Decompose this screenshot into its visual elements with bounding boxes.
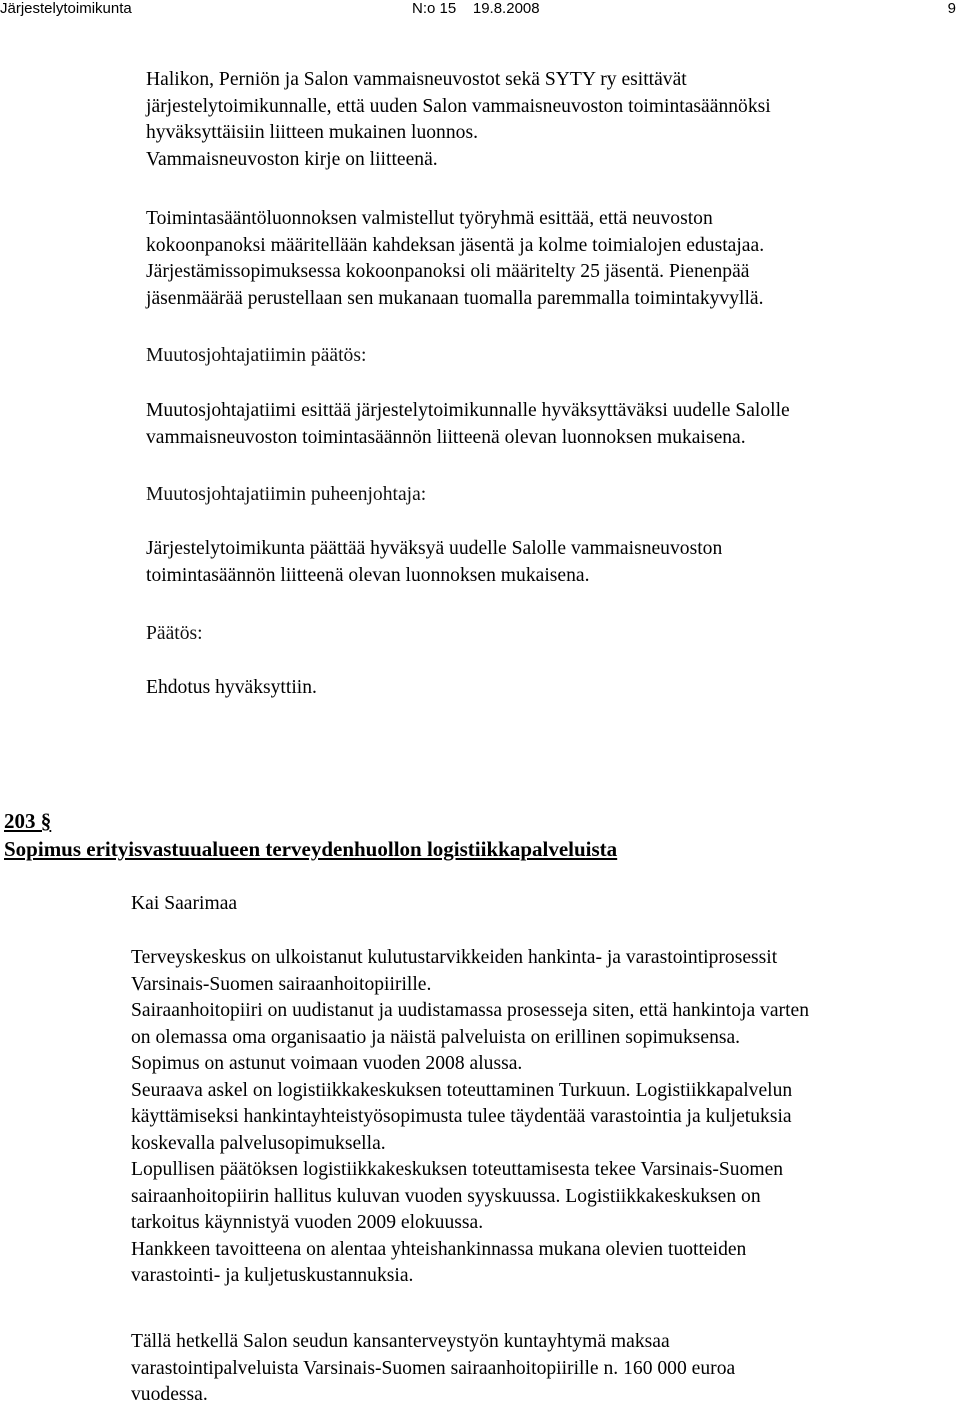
text-line: toimintasäännön liitteenä olevan luonnoksen mukaisena. xyxy=(146,564,590,586)
text-line: Vammaisneuvoston kirje on liitteenä. xyxy=(146,148,438,170)
text-line: Sairaanhoitopiiri on uudistanut ja uudistamassa prosesseja siten, että hankintoja varten xyxy=(131,1000,810,1021)
text-line: Sopimus on astunut voimaan vuoden 2008 alussa. xyxy=(131,1053,523,1074)
paragraph-proposal xyxy=(146,67,946,173)
page-header xyxy=(0,0,960,20)
presenter-name: Kai Saarimaa xyxy=(131,893,238,914)
header-organization: Järjestelytoimikunta xyxy=(0,0,132,17)
label-decision: Päätös: xyxy=(146,623,203,644)
section-number: 203 § xyxy=(4,809,52,833)
text-line: Järjestelytoimikunta päättää hyväksyä uudelle Salolle vammaisneuvoston xyxy=(146,538,723,559)
text-line: Halikon, Perniön ja Salon vammaisneuvostot sekä SYTY ry esittävät xyxy=(146,69,687,90)
text-line: varastointi- ja kuljetuskustannuksia. xyxy=(131,1265,414,1286)
text-line: sairaanhoitopiirin hallitus kuluvan vuoden syyskuussa. Logistiikkakeskuksen on xyxy=(131,1185,761,1207)
text-line: Tällä hetkellä Salon seudun kansanterveystyön kuntayhtymä maksaa xyxy=(131,1331,670,1352)
text-line: varastointipalveluista Varsinais-Suomen sairaanhoitopiirille n. 160 000 euroa xyxy=(131,1357,736,1379)
text-line: järjestelytoimikunnalle, että uuden Salon vammaisneuvoston toimintasäännöksi xyxy=(146,95,771,117)
section-title: Sopimus erityisvastuualueen terveydenhuollon logistiikkapalveluista xyxy=(4,837,618,861)
paragraph-costs xyxy=(131,1329,956,1409)
text-line: hyväksyttäisiin liitteen mukainen luonnos. xyxy=(146,122,478,143)
text-line: Hankkeen tavoitteena on alentaa yhteishankinnassa mukana olevien tuotteiden xyxy=(131,1238,747,1260)
text-line: Terveyskeskus on ulkoistanut kulutustarvikkeiden hankinta- ja varastointiprosessit xyxy=(131,947,778,968)
label-team-decision: Muutosjohtajatiimin päätös: xyxy=(146,345,367,366)
text-line: vuodessa. xyxy=(131,1384,208,1405)
paragraph-decision: Ehdotus hyväksyttiin. xyxy=(146,677,317,698)
text-line: Seuraava askel on logistiikkakeskuksen toteuttaminen Turkuun. Logistiikkapalvelun xyxy=(131,1079,793,1101)
text-line: on olemassa oma organisaatio ja näistä palveluista on erillinen sopimuksensa. xyxy=(131,1026,741,1048)
text-line: kokoonpanoksi määritellään kahdeksan jäsentä ja kolme toimialojen edustajaa. xyxy=(146,234,765,256)
paragraph-team-proposal xyxy=(146,398,946,451)
paragraph-working-group xyxy=(146,206,946,312)
text-line: käyttämiseksi hankintayhteistyösopimusta tulee täydentää varastointia ja kuljetuksia xyxy=(131,1106,792,1127)
paragraph-logistics xyxy=(131,945,956,1290)
header-meeting-number-date: N:o 15 19.8.2008 xyxy=(412,0,540,17)
text-line: Varsinais-Suomen sairaanhoitopiirille. xyxy=(131,973,432,995)
header-page-number: 9 xyxy=(947,0,956,17)
label-chair: Muutosjohtajatiimin puheenjohtaja: xyxy=(146,484,427,505)
text-line: tarkoitus käynnistyä vuoden 2009 elokuussa. xyxy=(131,1212,484,1233)
text-line: Muutosjohtajatiimi esittää järjestelytoimikunnalle hyväksyttäväksi uudelle Salolle xyxy=(146,400,790,421)
text-line: vammaisneuvoston toimintasäännön liitteenä olevan luonnoksen mukaisena. xyxy=(146,426,746,448)
text-line: Toimintasääntöluonnoksen valmistellut työryhmä esittää, että neuvoston xyxy=(146,208,713,229)
text-line: koskevalla palvelusopimuksella. xyxy=(131,1132,386,1154)
text-line: Järjestämissopimuksessa kokoonpanoksi oli määritelty 25 jäsentä. Pienenpää xyxy=(146,261,750,282)
text-line: Lopullisen päätöksen logistiikkakeskuksen toteuttamisesta tekee Varsinais-Suomen xyxy=(131,1159,784,1180)
paragraph-chair-proposal xyxy=(146,536,946,589)
text-line: jäsenmäärää perustellaan sen mukanaan tuomalla paremmalla toimintakyvyllä. xyxy=(146,287,764,309)
